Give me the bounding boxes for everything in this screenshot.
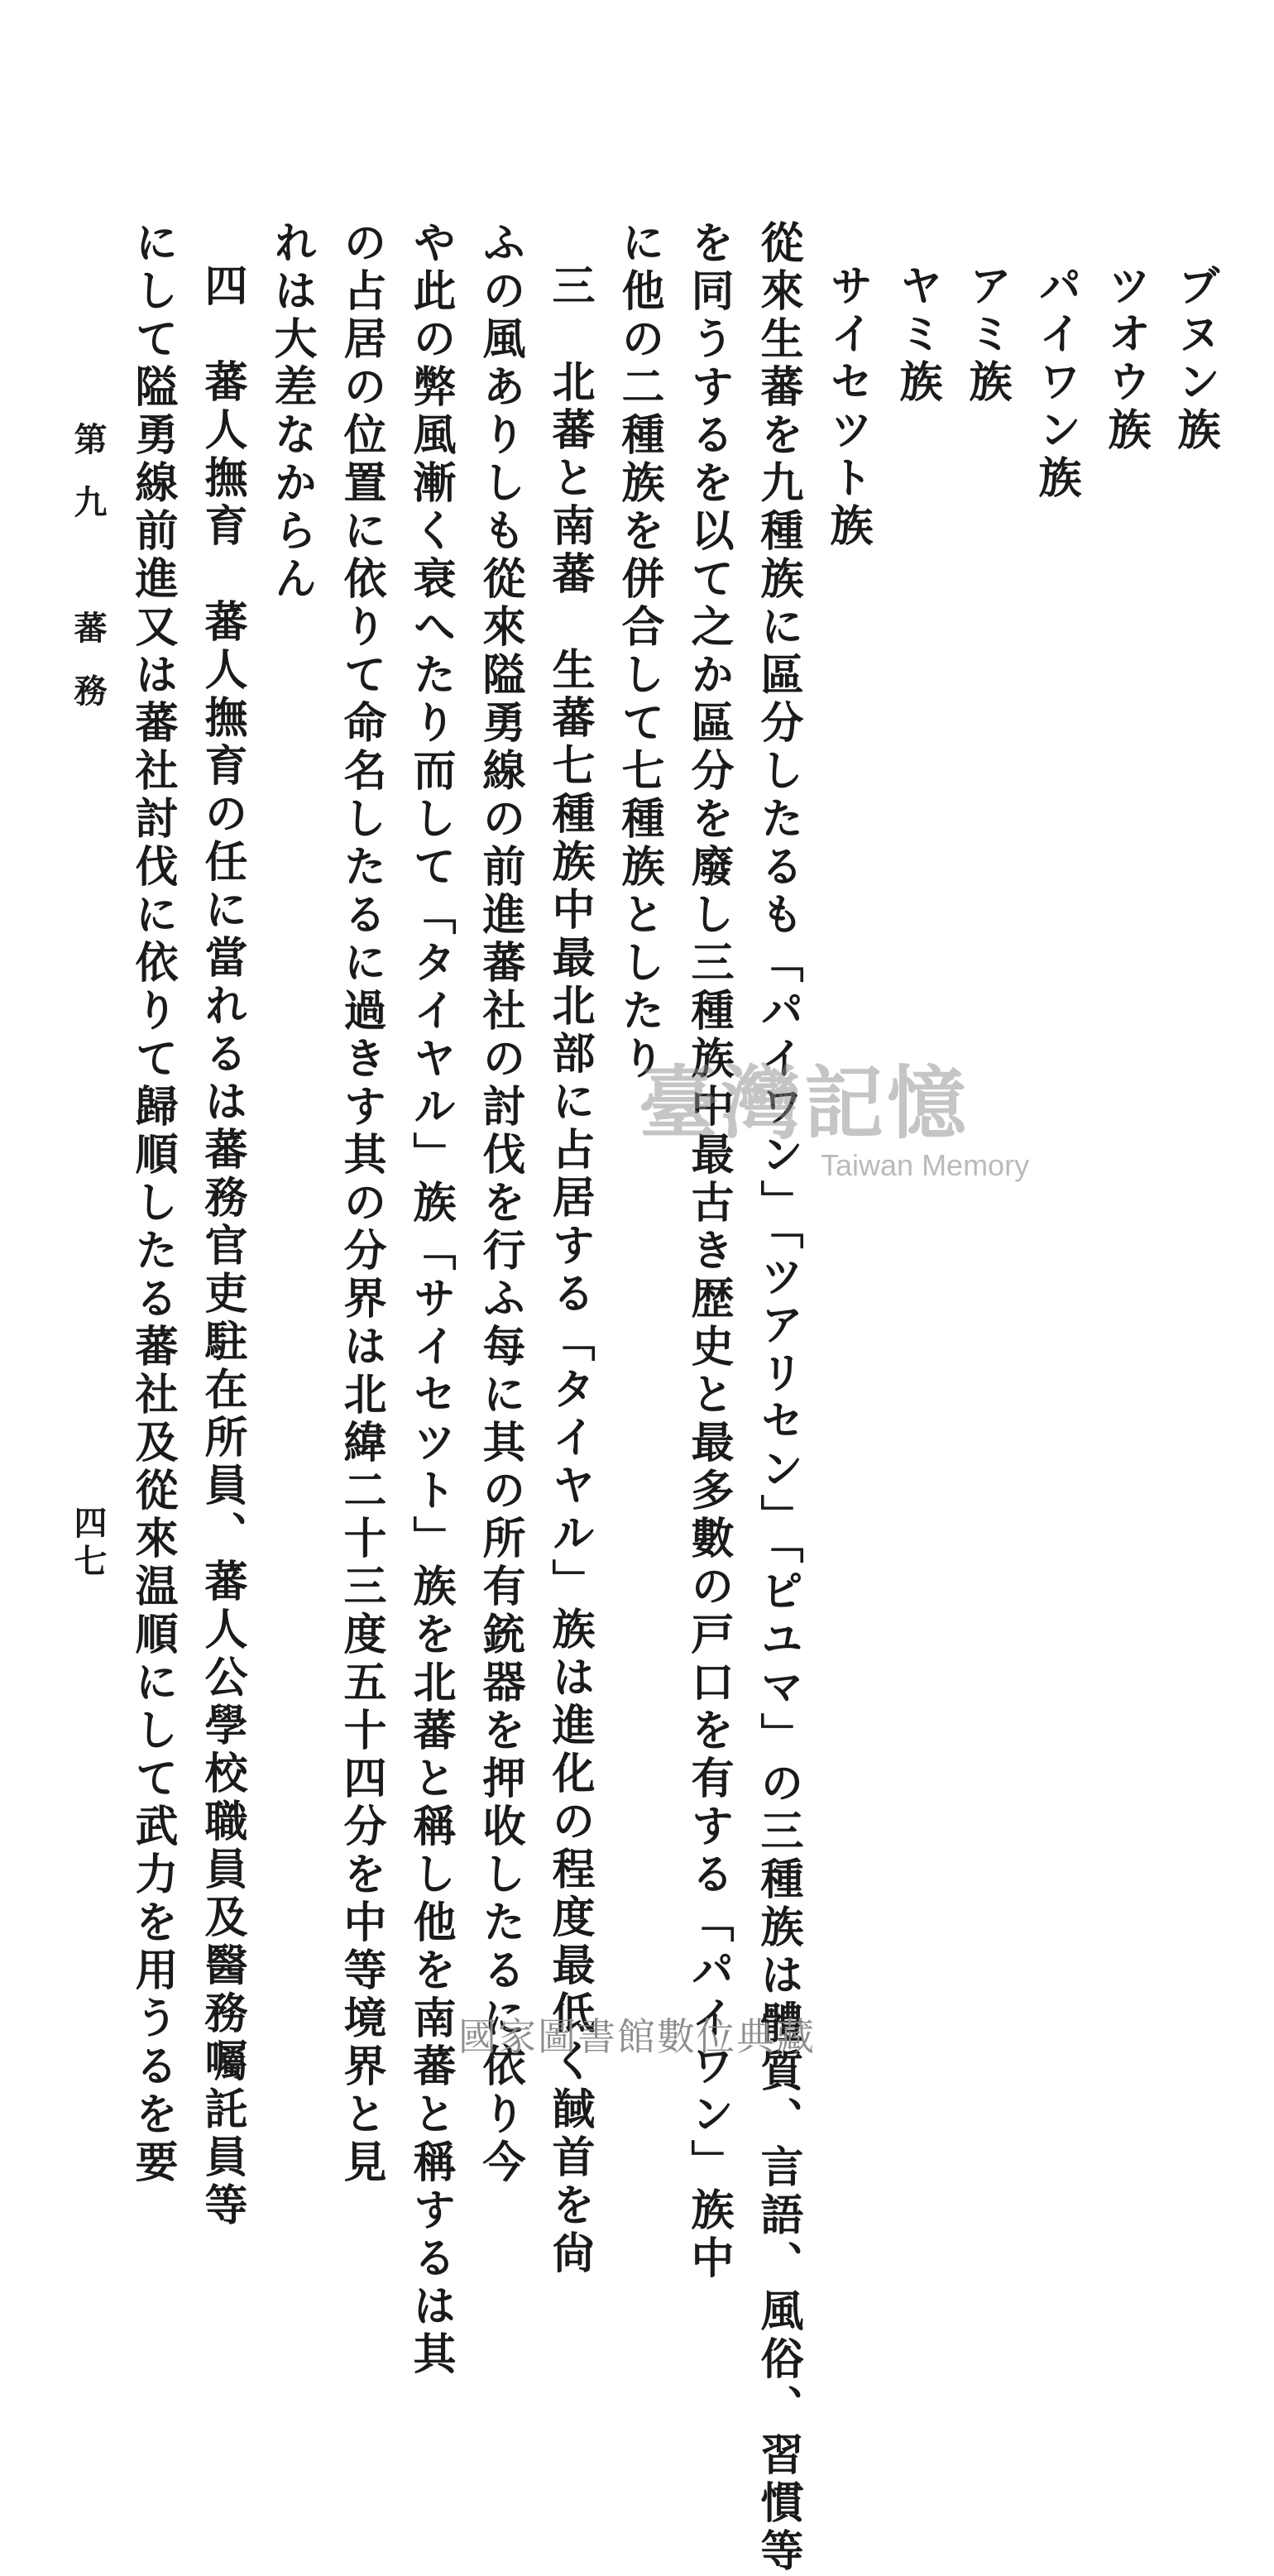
text-column: サイセツト族 bbox=[822, 263, 873, 551]
text-column: れは大差なからん bbox=[266, 220, 317, 604]
text-column: 四 蕃人撫育 蕃人撫育の任に當れるは蕃務官吏駐在所員、蕃人公學校職員及醫務囑託員等 bbox=[197, 263, 247, 2230]
text-column: 三 北蕃と南蕃 生蕃七種族中最北部に占居する「タイヤル」族は進化の程度最低く馘首を尙 bbox=[544, 263, 595, 2278]
page-number: 四七 bbox=[69, 1506, 108, 1582]
text-column: ふの風ありしも從來隘勇線の前進蕃社の討伐を行ふ每に其の所有銃器を押收したるに依り今 bbox=[475, 220, 525, 2187]
text-column: 從來生蕃を九種族に區分したるも「パイワン」「ツアリセン」「ピユマ」の三種族は體質、言語、風俗、習慣等 bbox=[753, 220, 803, 2576]
text-column: に他の二種族を併合して七種族としたり bbox=[614, 220, 664, 1084]
watermark-logo-text: 臺灣記憶 bbox=[639, 1057, 970, 1150]
text-column: にして隘勇線前進又は蕃社討伐に依りて歸順したる蕃社及從來温順にして武力を用うるを要 bbox=[127, 220, 178, 2187]
archive-footer: 國家圖書館數位典藏 bbox=[458, 2014, 816, 2059]
text-column: の占居の位置に依りて命名したるに過きす其の分界は北緯二十三度五十四分を中等境界と見 bbox=[336, 220, 386, 2187]
text-column: パイワン族 bbox=[1031, 263, 1081, 503]
text-column: アミ族 bbox=[961, 263, 1012, 407]
text-column: や此の弊風漸く衰へたり而して「タイヤル」族「サイセツト」族を北蕃と稱し他を南蕃と稱するは其 bbox=[405, 220, 456, 2379]
watermark-logo-subtitle: Taiwan Memory bbox=[821, 1148, 1030, 1182]
text-column: を同うするを以て之か區分を廢し三種族中最古き歴史と最多數の戸口を有する「パイワン」族中 bbox=[683, 220, 734, 2283]
running-header: 第九 蕃務 bbox=[69, 422, 108, 736]
text-column: ツオウ族 bbox=[1100, 263, 1151, 455]
text-column: ヤミ族 bbox=[892, 263, 942, 407]
text-column: ブヌン族 bbox=[1170, 263, 1220, 455]
